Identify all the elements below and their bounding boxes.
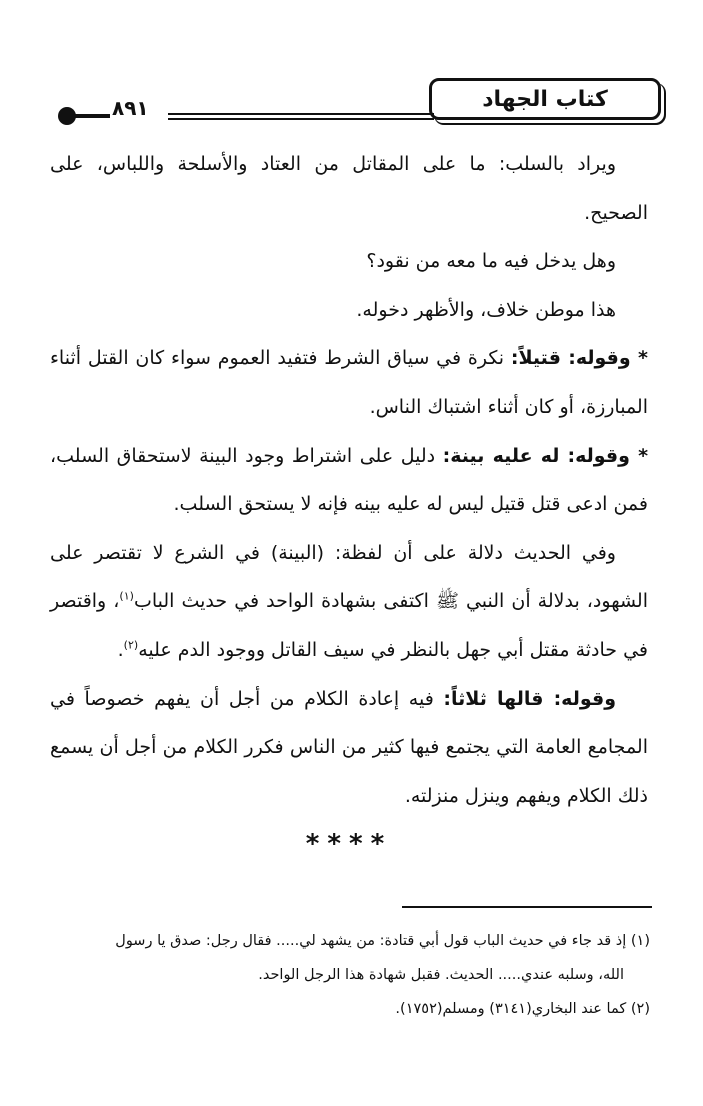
paragraph-7-lead: وقوله: قالها ثلاثاً: (443, 687, 616, 710)
paragraph-4 (50, 334, 648, 431)
main-text (50, 140, 648, 869)
footnote-ref-2: (٢) (123, 638, 139, 652)
header-ornament-dot (58, 107, 76, 125)
paragraph-4-text: نكرة في سياق الشرط فتفيد العموم سواء كان القتل أثناء المبارزة، أو كان أثناء اشتباك الناس. (50, 347, 648, 418)
footnote-2: (٢) كما عند البخاري(٣١٤١) ومسلم(١٧٥٢). (395, 1001, 650, 1017)
paragraph-7-text: فيه إعادة الكلام من أجل أن يفهم خصوصاً في المجامع العامة التي يجتمع فيها كثير من الناس فكرر الكلام من أجل أن يسمع ذلك الكلام ويفهم وينزل منزلته. (50, 687, 648, 807)
page-number: ٨٩١ (112, 96, 149, 120)
paragraph-7 (50, 675, 648, 821)
paragraph-6-text-a: وفي الحديث دلالة على أن لفظة: (البينة) في الشرع لا تقتصر على الشهود، بدلالة أن النبي ﷺ اكتفى بشهادة الواحد في حديث الباب (50, 541, 648, 613)
header-rule (168, 113, 434, 120)
paragraph-4-lead: * وقوله: قتيلاً: (510, 347, 648, 370)
section-separator-stars: **** (305, 829, 393, 860)
footnote-1-line-1: (١) إذ قد جاء في حديث الباب قول أبي قتادة: من يشهد لي..... فقال رجل: صدق يا رسول (115, 933, 650, 949)
footnote-rule (402, 906, 652, 908)
paragraph-1: ويراد بالسلب: ما على المقاتل من العتاد والأسلحة واللباس، على الصحيح. (50, 153, 648, 224)
paragraph-6-text-b: ، واقتصر في حادثة مقتل أبي جهل بالنظر في سيف القاتل ووجود الدم عليه (50, 590, 648, 661)
paragraph-6 (50, 529, 648, 675)
paragraph-5-text: دليل على اشتراط وجود البينة لاستحقاق السلب، فمن ادعى قتل قتيل ليس له عليه بينه فإنه لا يستحق السلب. (50, 444, 648, 516)
paragraph-3: هذا موطن خلاف، والأظهر دخوله. (356, 298, 616, 321)
footnote-ref-1: (١) (119, 590, 134, 604)
footnote-1-line-2: الله، وسلبه عندي..... الحديث. فقبل شهادة هذا الرجل الواحد. (258, 967, 624, 983)
paragraph-6-end: . (117, 638, 124, 661)
chapter-header-box (429, 78, 661, 120)
paragraph-2: وهل يدخل فيه ما معه من نقود؟ (366, 250, 616, 273)
paragraph-5 (50, 432, 648, 529)
footnotes (46, 924, 650, 1026)
chapter-title: كتاب الجهاد (482, 86, 608, 112)
header-ornament-bar (74, 114, 110, 118)
paragraph-5-lead: * وقوله: له عليه بينة: (442, 444, 649, 467)
